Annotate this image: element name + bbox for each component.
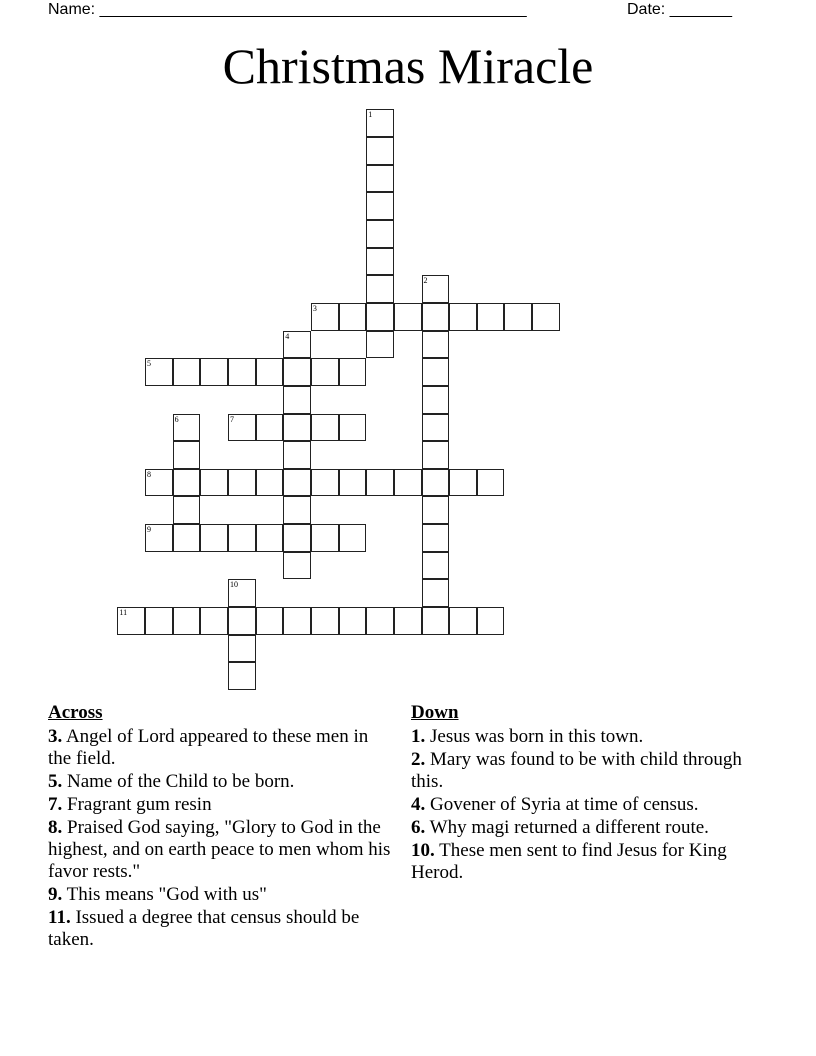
grid-cell[interactable] [366,220,394,248]
grid-cell[interactable] [311,414,339,442]
grid-cell[interactable] [283,496,311,524]
grid-cell[interactable] [200,524,228,552]
grid-cell[interactable] [283,358,311,386]
grid-cell[interactable] [366,303,394,331]
grid-cell[interactable] [256,524,284,552]
clue-number: 8. [48,817,63,838]
grid-cell[interactable] [228,579,256,607]
grid-cell[interactable] [283,524,311,552]
clue-text: Issued a degree that census should be taken. [48,907,360,950]
clue-across-8 [48,817,393,883]
clue-text: Why magi returned a different route. [429,817,709,838]
grid-cell[interactable] [311,303,339,331]
cell-number: 4 [285,331,290,341]
clue-number: 3. [48,726,63,747]
grid-cell[interactable] [339,524,367,552]
clue-number: 9. [48,884,63,905]
grid-cell[interactable] [256,469,284,497]
clue-text: Jesus was born in this town. [430,726,644,747]
clue-across-9 [48,884,393,906]
clue-text: Name of the Child to be born. [67,771,295,792]
grid-cell[interactable] [422,331,450,359]
cell-number: 5 [147,359,151,369]
grid-cell[interactable] [339,358,367,386]
clue-across-3 [48,726,393,770]
grid-cell[interactable] [339,303,367,331]
grid-cell[interactable] [283,331,311,359]
grid-cell[interactable] [228,358,256,386]
grid-cell[interactable] [228,607,256,635]
clue-number: 6. [411,817,426,838]
clue-number: 10. [411,840,435,861]
grid-cell[interactable] [366,607,394,635]
grid-cell[interactable] [173,524,201,552]
grid-cell[interactable] [145,358,173,386]
grid-cell[interactable] [366,109,394,137]
grid-cell[interactable] [173,358,201,386]
grid-cell[interactable] [422,579,450,607]
grid-cell[interactable] [422,441,450,469]
grid-cell[interactable] [256,607,284,635]
grid-cell[interactable] [283,607,311,635]
down-clues [411,702,756,885]
clue-down-2 [411,749,756,793]
cell-number: 1 [368,110,373,120]
grid-cell[interactable] [422,496,450,524]
clue-across-7 [48,794,393,816]
grid-cell[interactable] [200,358,228,386]
across-heading: Across [48,702,103,723]
grid-cell[interactable] [200,607,228,635]
grid-cell[interactable] [366,469,394,497]
grid-cell[interactable] [173,469,201,497]
clue-down-1 [411,726,756,748]
grid-cell[interactable] [256,358,284,386]
grid-cell[interactable] [477,607,505,635]
clue-text: Govener of Syria at time of census. [430,794,699,815]
cell-number: 10 [229,580,238,590]
grid-cell[interactable] [256,414,284,442]
cell-number: 9 [147,525,151,535]
cell-number: 3 [312,303,317,313]
grid-cell[interactable] [283,469,311,497]
grid-cell[interactable] [339,469,367,497]
grid-cell[interactable] [339,607,367,635]
across-clues [48,702,393,952]
clue-across-5 [48,771,393,793]
grid-cell[interactable] [504,303,532,331]
grid-cell[interactable] [449,607,477,635]
clue-number: 7. [48,794,63,815]
grid-cell[interactable] [145,469,173,497]
grid-cell[interactable] [228,662,256,690]
grid-cell[interactable] [477,303,505,331]
grid-cell[interactable] [366,137,394,165]
cell-number: 11 [119,608,128,618]
grid-cell[interactable] [283,552,311,580]
name-field[interactable]: Name: ________________________________________________ [48,1,527,18]
clue-text: These men sent to find Jesus for King Herod. [411,840,727,883]
grid-cell[interactable] [228,524,256,552]
grid-cell[interactable] [339,414,367,442]
clue-across-11 [48,907,393,951]
grid-cell[interactable] [366,192,394,220]
clue-number: 2. [411,749,426,770]
clue-number: 5. [48,771,63,792]
grid-cell[interactable] [283,414,311,442]
grid-cell[interactable] [200,469,228,497]
clue-down-10 [411,840,756,884]
grid-cell[interactable] [283,441,311,469]
grid-cell[interactable] [228,414,256,442]
grid-cell[interactable] [366,248,394,276]
grid-cell[interactable] [422,303,450,331]
grid-cell[interactable] [366,275,394,303]
grid-cell[interactable] [422,524,450,552]
grid-cell[interactable] [422,275,450,303]
down-heading: Down [411,702,459,723]
grid-cell[interactable] [228,635,256,663]
grid-cell[interactable] [228,469,256,497]
clue-text: Praised God saying, "Glory to God in the highest, and on earth peace to men whom his favor rests." [48,817,391,882]
grid-cell[interactable] [394,303,422,331]
grid-cell[interactable] [173,496,201,524]
grid-cell[interactable] [311,524,339,552]
clue-text: Angel of Lord appeared to these men in the field. [48,726,369,769]
grid-cell[interactable] [311,469,339,497]
grid-cell[interactable] [145,524,173,552]
clue-text: Mary was found to be with child through this. [411,749,742,792]
grid-cell[interactable] [394,469,422,497]
clue-text: This means "God with us" [66,884,267,905]
grid-cell[interactable] [532,303,560,331]
grid-cell[interactable] [117,607,145,635]
grid-cell[interactable] [311,607,339,635]
grid-cell[interactable] [422,607,450,635]
clue-down-6 [411,817,756,839]
grid-cell[interactable] [422,386,450,414]
cell-number: 2 [423,276,428,286]
clue-number: 11. [48,907,71,928]
clue-text: Fragrant gum resin [67,794,212,815]
grid-cell[interactable] [449,303,477,331]
grid-cell[interactable] [173,414,201,442]
grid-cell[interactable] [173,441,201,469]
cell-number: 8 [147,469,151,479]
grid-cell[interactable] [283,386,311,414]
grid-cell[interactable] [422,469,450,497]
page-title: Christmas Miracle [222,38,594,94]
grid-cell[interactable] [422,552,450,580]
clue-number: 4. [411,794,426,815]
clue-number: 1. [411,726,426,747]
clue-down-4 [411,794,756,816]
date-field[interactable]: Date: _______ [627,1,732,18]
grid-cell[interactable] [422,358,450,386]
cell-number: 6 [174,414,179,424]
grid-cell[interactable] [449,469,477,497]
grid-cell[interactable] [477,469,505,497]
grid-cell[interactable] [422,414,450,442]
grid-cell[interactable] [394,607,422,635]
grid-cell[interactable] [366,331,394,359]
grid-cell[interactable] [145,607,173,635]
grid-cell[interactable] [173,607,201,635]
grid-cell[interactable] [311,358,339,386]
cell-number: 7 [229,414,234,424]
grid-cell[interactable] [366,165,394,193]
